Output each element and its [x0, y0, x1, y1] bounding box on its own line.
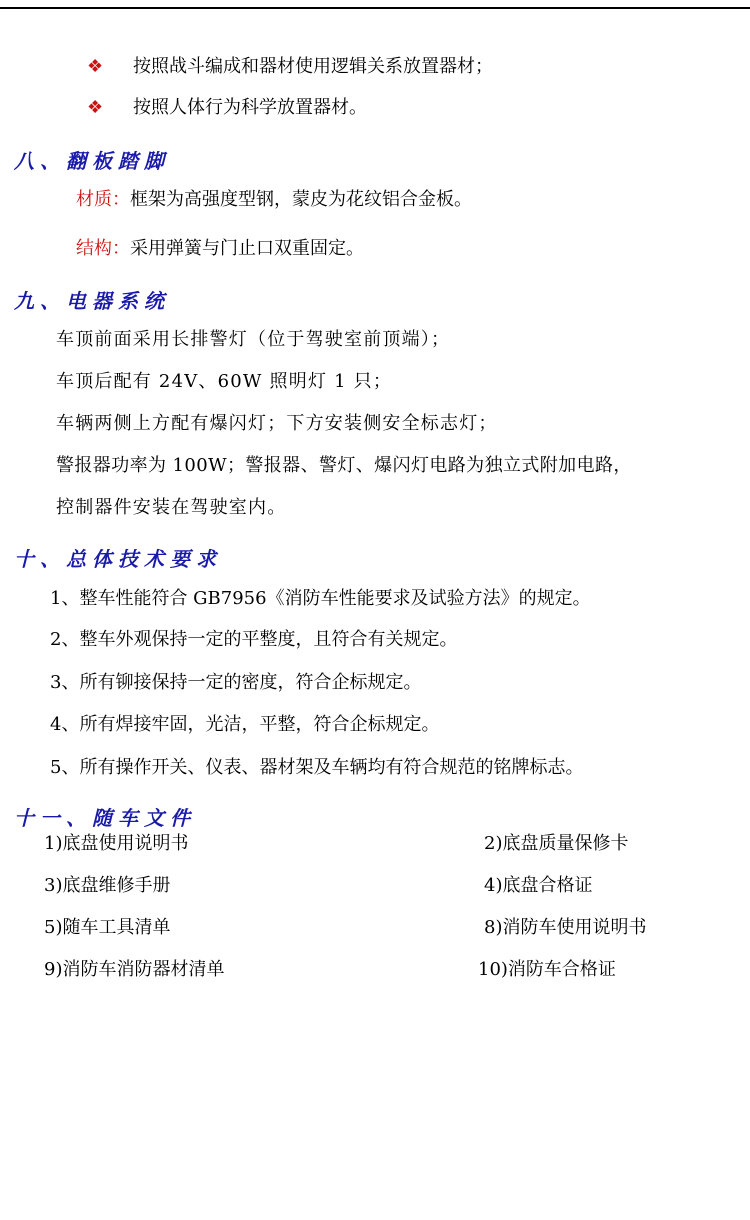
spec-text: 框架为高强度型钢，蒙皮为花纹铝合金板。 [130, 189, 472, 210]
top-rule [0, 7, 750, 9]
document-item: 8)消防车使用说明书 [484, 917, 647, 938]
section-heading-11: 十一、随车文件 [14, 806, 196, 830]
requirement-item: 1、整车性能符合 GB7956《消防车性能要求及试验方法》的规定。 [50, 588, 591, 609]
spec-row [76, 188, 472, 212]
spec-row [76, 237, 364, 261]
bullet-text: 按照战斗编成和器材使用逻辑关系放置器材； [133, 56, 493, 77]
document-item: 2)底盘质量保修卡 [484, 833, 629, 854]
document-item: 9)消防车消防器材清单 [44, 959, 225, 980]
section-heading-9: 九、电器系统 [14, 289, 170, 313]
requirement-item: 3、所有铆接保持一定的密度，符合企标规定。 [50, 672, 422, 693]
document-item: 4)底盘合格证 [484, 875, 593, 896]
document-item: 5)随车工具清单 [44, 917, 171, 938]
spec-label: 结构： [76, 238, 130, 259]
document-item: 1)底盘使用说明书 [44, 833, 189, 854]
spec-text: 采用弹簧与门止口双重固定。 [130, 238, 364, 259]
requirement-item: 4、所有焊接牢固，光洁，平整，符合企标规定。 [50, 714, 440, 735]
section-heading-8: 八、翻板踏脚 [14, 149, 170, 173]
bullet-icon: ❖ [87, 97, 104, 118]
requirement-item: 2、整车外观保持一定的平整度，且符合有关规定。 [50, 629, 458, 650]
requirement-item: 5、所有操作开关、仪表、器材架及车辆均有符合规范的铭牌标志。 [50, 757, 584, 778]
electric-line: 车顶后配有 24V、60W 照明灯 1 只； [56, 371, 393, 392]
document-item: 10)消防车合格证 [478, 959, 616, 980]
document-item: 3)底盘维修手册 [44, 875, 171, 896]
electric-line: 车辆两侧上方配有爆闪灯；下方安装侧安全标志灯； [56, 413, 498, 434]
spec-label: 材质： [76, 189, 130, 210]
electric-line: 控制器件安装在驾驶室内。 [56, 497, 287, 518]
section-heading-10: 十、总体技术要求 [14, 547, 222, 571]
bullet-text: 按照人体行为科学放置器材。 [133, 97, 367, 118]
bullet-icon: ❖ [87, 56, 104, 77]
electric-line: 警报器功率为 100W；警报器、警灯、爆闪灯电路为独立式附加电路， [56, 455, 632, 476]
electric-line: 车顶前面采用长排警灯（位于驾驶室前顶端）； [56, 329, 451, 350]
